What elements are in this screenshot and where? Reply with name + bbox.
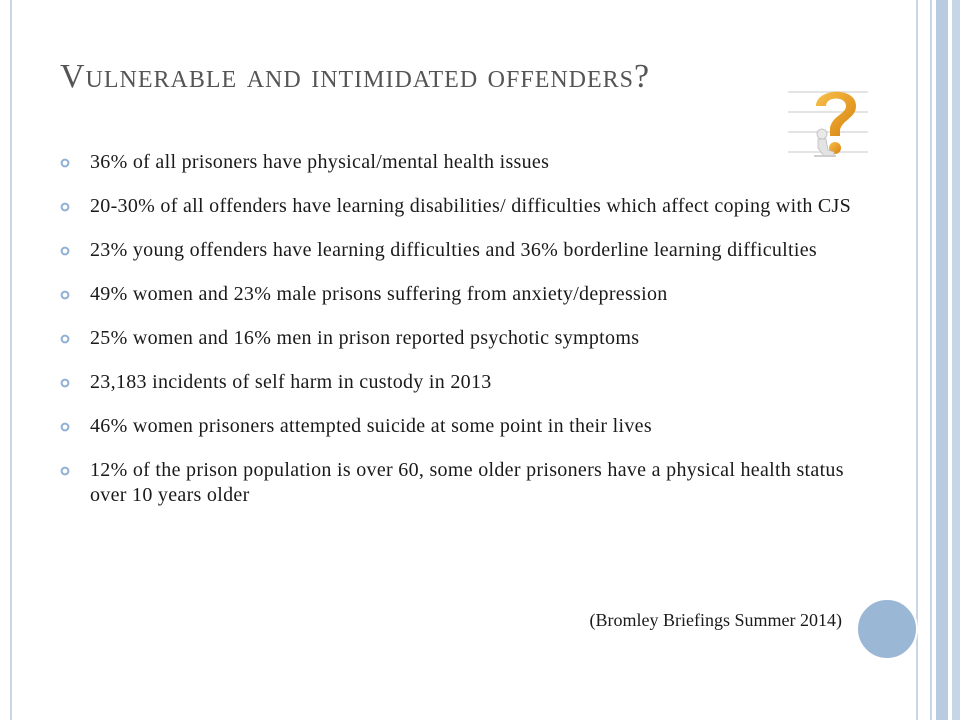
bullet-text: 23% young offenders have learning difficulties and 36% borderline learning difficulties [90, 239, 818, 261]
list-item [60, 458, 860, 508]
list-item [60, 282, 860, 307]
list-item [60, 238, 860, 263]
list-item [60, 370, 860, 395]
bullet-text: 49% women and 23% male prisons suffering from anxiety/depression [90, 283, 668, 305]
bullet-icon [60, 158, 70, 168]
bullet-list [60, 150, 860, 527]
bullet-text: 36% of all prisoners have physical/mental health issues [90, 151, 550, 173]
decorative-circle [856, 598, 918, 660]
citation: (Bromley Briefings Summer 2014) [589, 610, 842, 630]
bullet-icon [60, 290, 70, 300]
list-item [60, 150, 860, 175]
slide-title: Vulnerable and intimidated offenders? [60, 58, 651, 95]
bullet-icon [60, 466, 70, 476]
bullet-text: 25% women and 16% men in prison reported psychotic symptoms [90, 327, 640, 349]
bullet-text: 23,183 incidents of self harm in custody in 2013 [90, 371, 492, 393]
bullet-text: 20-30% of all offenders have learning disabilities/ difficulties which affect coping with CJS [90, 195, 852, 217]
list-item [60, 414, 860, 439]
list-item [60, 194, 860, 219]
bullet-icon [60, 378, 70, 388]
bullet-text: 46% women prisoners attempted suicide at some point in their lives [90, 415, 652, 437]
bullet-icon [60, 246, 70, 256]
bullet-icon [60, 334, 70, 344]
right-decorative-stripes [918, 0, 960, 720]
bullet-icon [60, 422, 70, 432]
bullet-icon [60, 202, 70, 212]
list-item [60, 326, 860, 351]
bullet-text: 12% of the prison population is over 60, some older prisoners have a physical health status over 10 years older [90, 459, 844, 506]
